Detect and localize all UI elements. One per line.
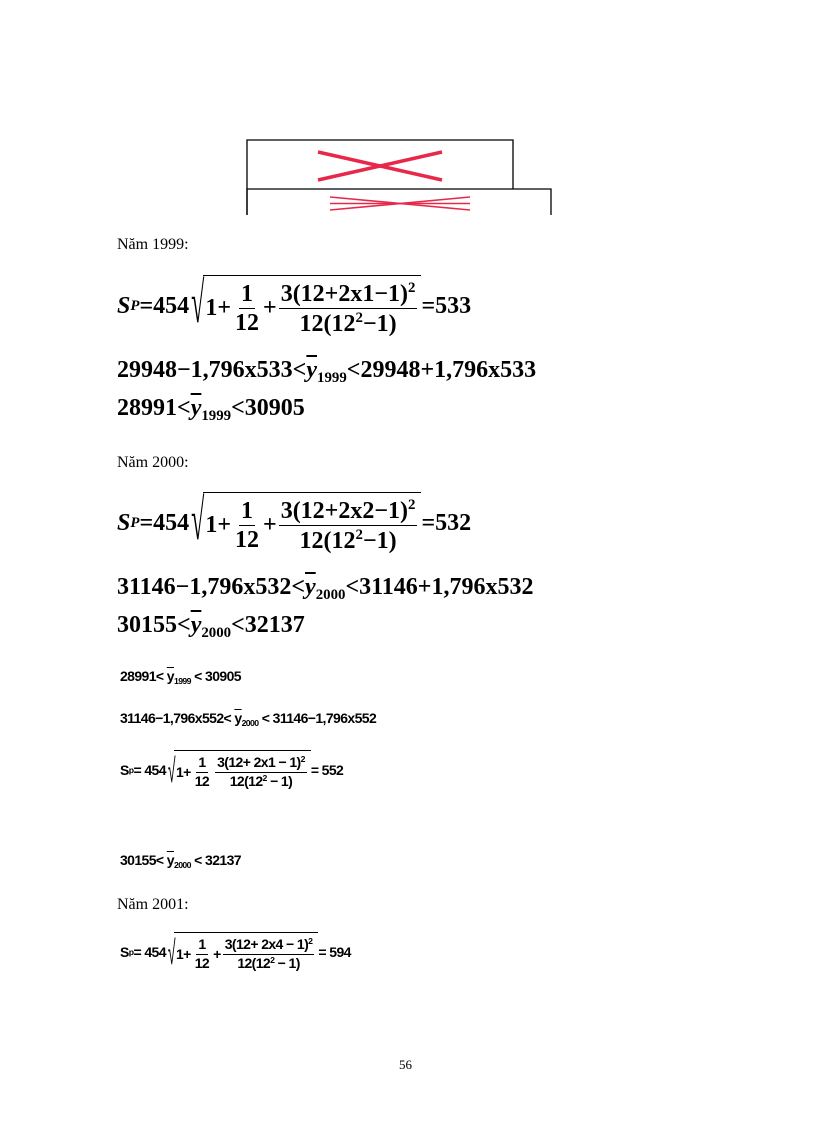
radicand [203, 275, 421, 338]
ybar: $\overline{y}$ [306, 357, 318, 383]
ybar: $\overline{y}$ [190, 395, 202, 421]
result: =533 [421, 292, 472, 319]
sp-subscript: P [130, 514, 140, 531]
numerator: 1 [239, 281, 255, 309]
inequality-2000-a: $31146-1,796x532<\overline{y}_{2000}<31146+1,796x532$ [117, 574, 534, 604]
fraction-1-12: $\frac{1}{12}$ [235, 497, 259, 554]
fraction-main: $\frac{3(12+2x2-1)^2}{12(12^2-1)}$ [280, 497, 416, 555]
inequality-2000-b: $30155<\overline{y}_{2000}<32137$ [117, 612, 305, 642]
heading-2000: Năm 2000: [117, 454, 189, 471]
sp-formula-1999 [117, 275, 471, 338]
plus: + [263, 295, 277, 322]
small-inequality-2: $31146-1,796x552< \overline{y}_{2000} < 31146-1,796x552$ [120, 710, 377, 729]
result: =532 [421, 509, 472, 536]
denominator: 12 [235, 310, 259, 337]
radical-icon: √ [167, 932, 175, 971]
heading-2001: Năm 2001: [117, 896, 189, 913]
coefficient: =454 [139, 292, 190, 319]
radical-icon: √ [191, 273, 205, 337]
sp-formula-2001: S p = 454 √ 1+ $\frac{1}{12}$ + $\frac{3(12+ 2x4 - 1)^2}{12(12^2 - 1)}$ = 594 [120, 932, 351, 971]
cross-diagram [240, 135, 560, 220]
radicand: 1+ $\frac{1}{12}$ $\frac{3(12+ 2x1 - 1)^2}{12(12^2 - 1)}$ [174, 750, 311, 789]
radicand: 1+ $\frac{1}{12}$ + $\frac{3(12+ 2x4 - 1)^2}{12(12^2 - 1)}$ [174, 932, 318, 971]
heading-1999: Năm 1999: [117, 236, 189, 253]
radical-icon: √ [191, 490, 205, 554]
denominator: $12(12^2-1)$ [299, 310, 397, 338]
small-inequality-1: $28991< \overline{y}_{1999} < 30905$ [120, 668, 241, 687]
page-number: 56 [399, 1057, 412, 1072]
radicand: 1+ $\frac{1}{12}$ + $\frac{3(12+2x2-1)^2}{12(12^2-1)}$ [203, 492, 421, 555]
small-inequality-3: $30155< \overline{y}_{2000} < 32137$ [120, 852, 241, 871]
inequality-1999-b: $28991<\overline{y}_{1999}<30905$ [117, 395, 305, 425]
coefficient: =454 [139, 509, 190, 536]
one-plus: 1+ [205, 295, 231, 322]
upper-cross-icon [318, 152, 442, 180]
fraction-1-12 [233, 281, 261, 337]
sp-symbol: S [117, 509, 131, 536]
radical-icon: √ [167, 750, 175, 789]
lower-box [247, 189, 551, 215]
small-sp-formula: S p = 454 √ 1+ $\frac{1}{12}$ $\frac{3(12+ 2x1 - 1)^2}{12(12^2 - 1)}$ = 552 [120, 750, 344, 789]
sp-formula-2000 [117, 492, 471, 555]
inequality-1999-a: $29948-1,796x533<\overline{y}_{1999}<29948+1,796x533$ [117, 357, 537, 387]
sp-symbol: S [117, 292, 131, 319]
fraction-main [279, 280, 418, 338]
numerator: $3(12+2x1-1)^2$ [279, 280, 418, 309]
sp-subscript: P [130, 297, 140, 314]
lower-cross-icon [330, 197, 470, 210]
